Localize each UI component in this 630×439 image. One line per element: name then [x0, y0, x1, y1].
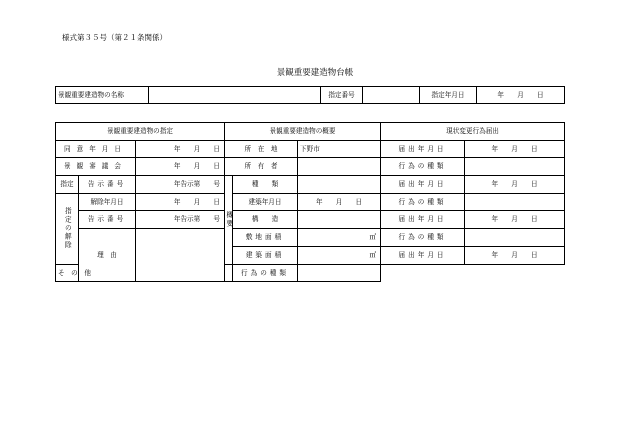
- owner-field[interactable]: [298, 158, 381, 176]
- name-label: 景観重要建造物の名称: [56, 87, 149, 104]
- notice-number-label-1: 告示番号: [79, 176, 136, 194]
- notify-date-field-1[interactable]: 年 月 日: [465, 140, 565, 158]
- reason-label: 理 由: [79, 229, 136, 282]
- consent-date-field[interactable]: 年 月 日: [136, 140, 225, 158]
- number-label: 指定番号: [321, 87, 363, 104]
- section-change: 現状変更行為届出: [381, 123, 565, 141]
- header-table: [55, 86, 565, 104]
- cancel-date-field[interactable]: 年 月 日: [136, 193, 225, 211]
- kind-field[interactable]: [298, 176, 381, 194]
- form-number: 様式第３５号（第２１条関係）: [62, 33, 167, 42]
- site-area-label: 敷地面積: [233, 229, 298, 247]
- section-overview: 景観重要建造物の概要: [225, 123, 381, 141]
- number-field[interactable]: [363, 87, 420, 104]
- owner-label: 所 有 者: [225, 158, 298, 176]
- act-type-label-1: 行為の種類: [381, 158, 465, 176]
- page-title: 景観重要建造物台帳: [276, 68, 354, 78]
- other-label: そ の 他: [56, 264, 79, 282]
- act-type-label-4: 行為の種類: [233, 264, 298, 282]
- council-label: 景観審議会: [56, 158, 136, 176]
- notice-number-label-2: 告示番号: [79, 211, 136, 229]
- notify-date-field-3[interactable]: 年 月 日: [465, 211, 565, 229]
- consent-date-label: 同意年月日: [56, 140, 136, 158]
- act-type-field-1[interactable]: [465, 158, 565, 176]
- council-date-field[interactable]: 年 月 日: [136, 158, 225, 176]
- site-area-field[interactable]: ㎡: [298, 229, 381, 247]
- building-area-label: 建築面積: [233, 246, 298, 264]
- designation-label: 指定: [56, 176, 79, 194]
- location-label: 所 在 地: [225, 140, 298, 158]
- building-area-field[interactable]: ㎡: [298, 246, 381, 264]
- register-table: [55, 122, 565, 282]
- act-type-label-2: 行為の種類: [381, 193, 465, 211]
- section-designation: 景観重要建造物の指定: [56, 123, 225, 141]
- name-field[interactable]: [149, 87, 321, 104]
- location-field[interactable]: 下野市: [298, 140, 381, 158]
- notify-date-label-1: 届出年月日: [381, 140, 465, 158]
- built-date-field[interactable]: 年 月 日: [298, 193, 381, 211]
- act-type-field-4[interactable]: [298, 264, 381, 282]
- notify-date-label-3: 届出年月日: [381, 211, 465, 229]
- overview-label: 概要: [225, 176, 233, 264]
- structure-field[interactable]: [298, 211, 381, 229]
- notice-number-field-1[interactable]: 年告示第 号: [136, 176, 225, 194]
- cancel-label: 指定の解除: [56, 193, 79, 264]
- date-label: 指定年月日: [420, 87, 477, 104]
- notice-number-field-2[interactable]: 年告示第 号: [136, 211, 225, 229]
- notify-date-label-2: 届出年月日: [381, 176, 465, 194]
- notify-date-field-4[interactable]: 年 月 日: [465, 246, 565, 264]
- cancel-date-label: 解除年月日: [79, 193, 136, 211]
- notify-date-label-4: 届出年月日: [381, 246, 465, 264]
- notify-date-field-2[interactable]: 年 月 日: [465, 176, 565, 194]
- date-field[interactable]: 年 月 日: [477, 87, 565, 104]
- act-type-label-3: 行為の種類: [381, 229, 465, 247]
- built-date-label: 建築年月日: [233, 193, 298, 211]
- kind-label: 種 類: [233, 176, 298, 194]
- other-field[interactable]: [225, 264, 233, 282]
- act-type-field-3[interactable]: [465, 229, 565, 247]
- reason-field[interactable]: [136, 229, 225, 282]
- structure-label: 構 造: [233, 211, 298, 229]
- act-type-field-2[interactable]: [465, 193, 565, 211]
